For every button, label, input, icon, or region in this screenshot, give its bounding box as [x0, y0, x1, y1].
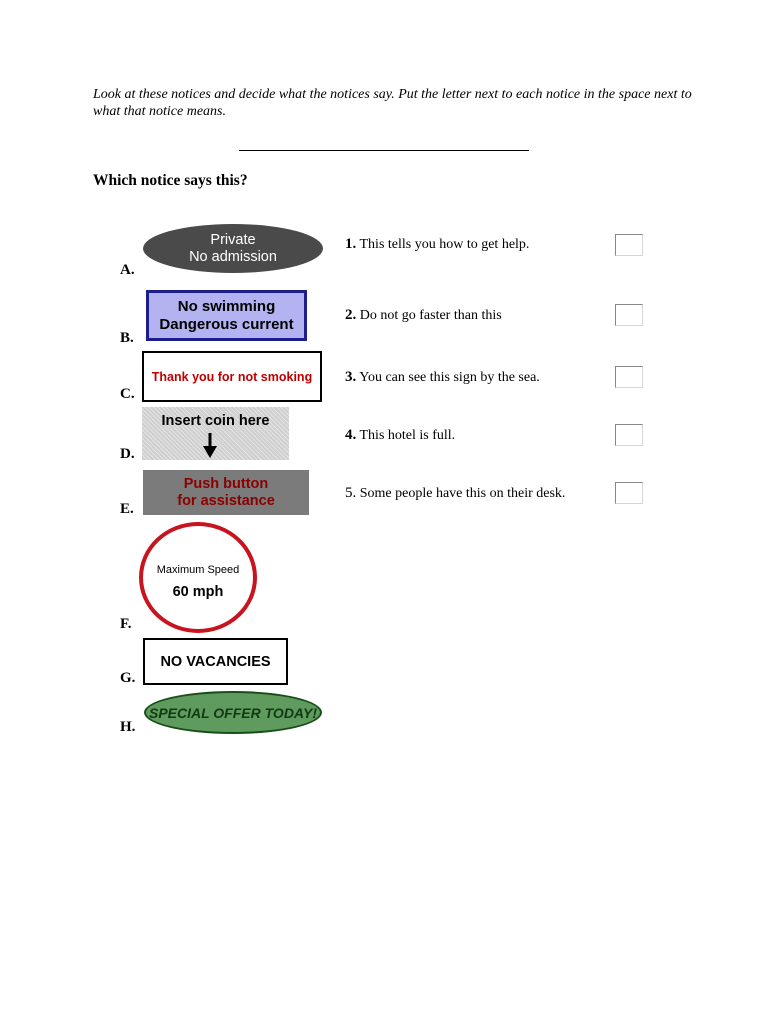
question-5-number: 5. — [345, 485, 357, 501]
notice-b-line-2: Dangerous current — [159, 315, 294, 333]
question-3-number: 3. — [345, 369, 357, 385]
question-5 — [345, 485, 565, 502]
notice-letter-c: C. — [120, 386, 135, 402]
notice-letter-h: H. — [120, 719, 136, 735]
answer-box-2[interactable] — [615, 304, 643, 326]
answer-box-4[interactable] — [615, 424, 643, 446]
notice-sign-g — [143, 638, 288, 685]
notice-letter-b: B. — [120, 330, 134, 346]
notice-e-line-1: Push button — [183, 475, 269, 492]
notice-f-line-2: 60 mph — [172, 584, 224, 600]
notice-letter-a: A. — [120, 262, 135, 278]
notice-sign-h — [144, 691, 322, 734]
notice-a-line-1: Private — [210, 231, 256, 248]
notice-letter-f: F. — [120, 616, 132, 632]
question-5-text: Some people have this on their desk. — [359, 486, 566, 501]
question-4-number: 4. — [345, 427, 357, 443]
notice-sign-e — [143, 470, 309, 515]
notice-sign-b — [146, 290, 307, 341]
notice-letter-d: D. — [120, 446, 135, 462]
notice-c-line-1: Thank you for not smoking — [151, 369, 313, 384]
answer-box-1[interactable] — [615, 234, 643, 256]
question-2-text: Do not go faster than this — [359, 308, 502, 323]
notice-sign-a — [143, 224, 323, 273]
notice-d-line-1: Insert coin here — [161, 413, 270, 429]
notice-b-line-1: No swimming — [177, 297, 276, 315]
question-1-number: 1. — [345, 236, 357, 252]
question-1 — [345, 236, 529, 253]
question-2-number: 2. — [345, 307, 357, 323]
instructions-text: Look at these notices and decide what the notices say. Put the letter next to each notice in the space next to what that notice means. — [93, 87, 692, 119]
question-4 — [345, 427, 455, 444]
notice-sign-c — [142, 351, 322, 402]
section-heading: Which notice says this? — [93, 172, 248, 189]
notice-letter-e: E. — [120, 501, 134, 517]
answer-box-5[interactable] — [615, 482, 643, 504]
down-arrow-icon — [203, 433, 217, 459]
question-3-text: You can see this sign by the sea. — [359, 370, 540, 385]
question-4-text: This hotel is full. — [359, 428, 456, 443]
notice-f-line-1: Maximum Speed — [156, 564, 240, 576]
question-1-text: This tells you how to get help. — [359, 237, 530, 252]
notice-sign-f — [139, 522, 257, 633]
question-2 — [345, 307, 502, 324]
notice-letter-g: G. — [120, 670, 136, 686]
notice-sign-d — [142, 407, 289, 460]
divider-rule — [239, 150, 529, 151]
notice-e-line-2: for assistance — [177, 492, 275, 509]
notice-h-line-1: SPECIAL OFFER TODAY! — [148, 704, 317, 721]
answer-box-3[interactable] — [615, 366, 643, 388]
question-3 — [345, 369, 540, 386]
notice-a-line-2: No admission — [189, 248, 277, 265]
notice-g-line-1: NO VACANCIES — [160, 653, 271, 670]
